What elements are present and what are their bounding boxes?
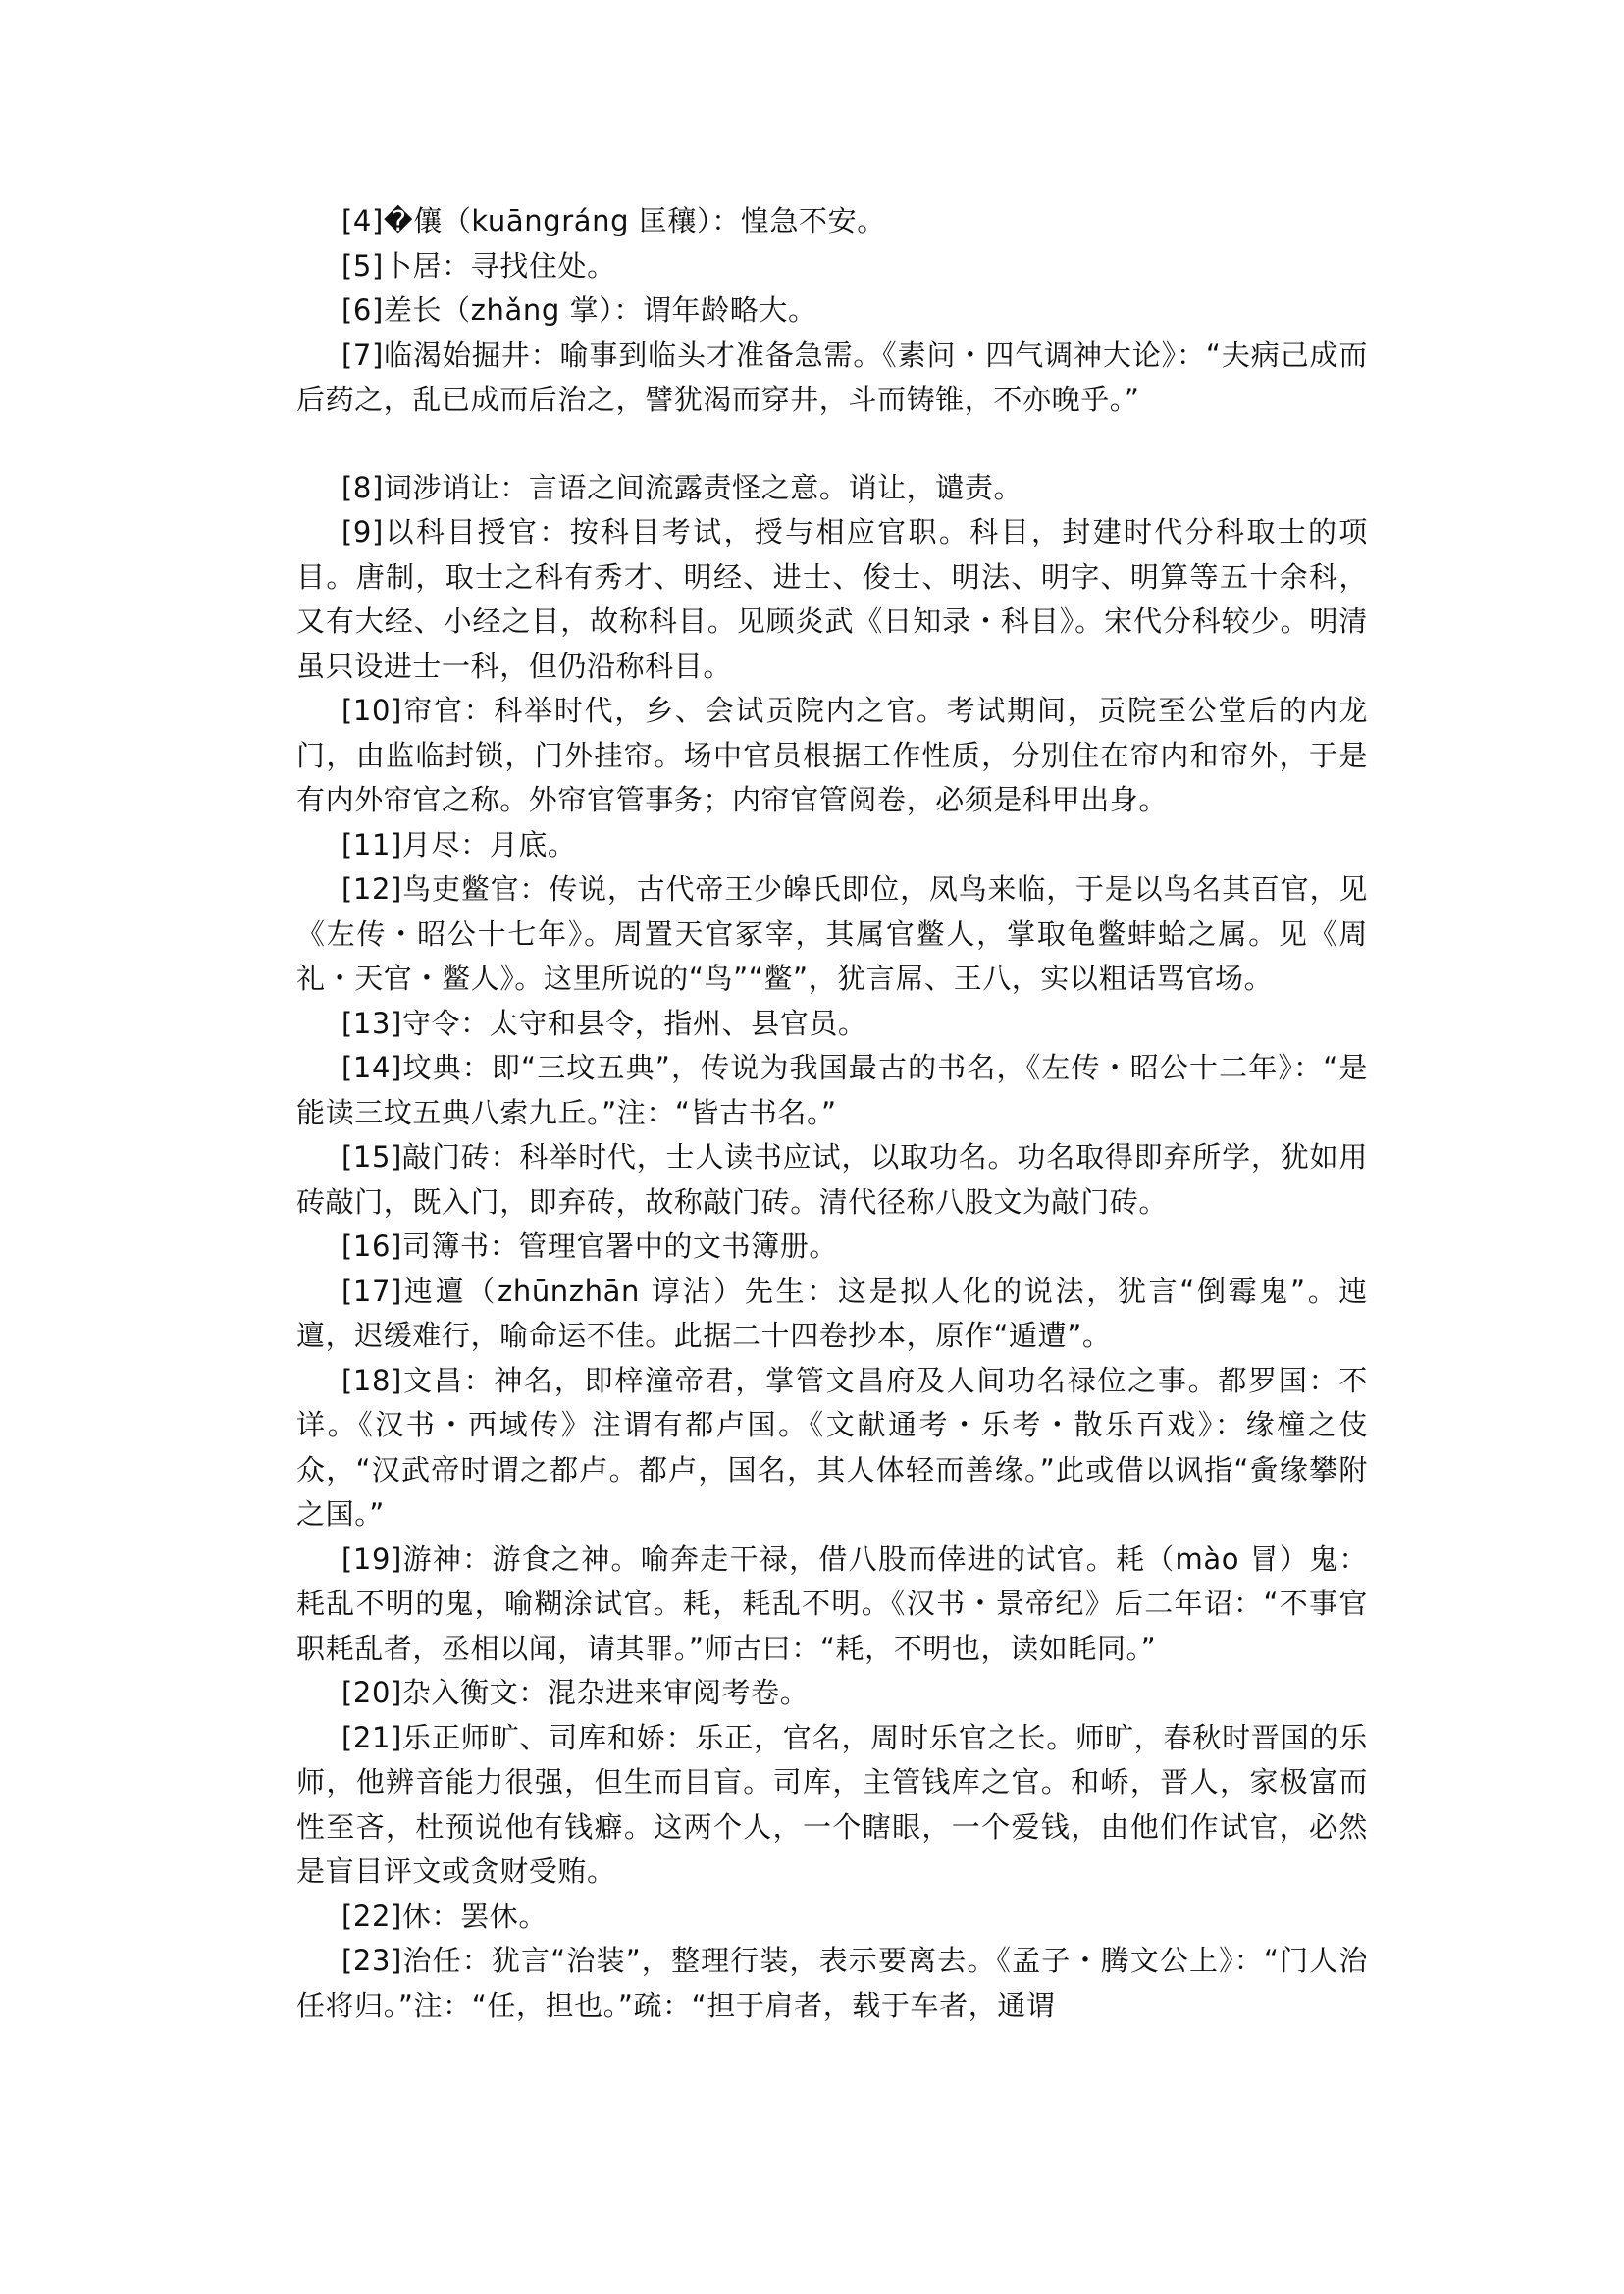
annotation-note-7: [7]临渴始掘井：喻事到临头才准备急需。《素问・四气调神大论》：“夫病己成而后药之，乱已成而后治之，譬犹渴而穿井，斗而铸锥，不亦晚乎。” — [296, 338, 1368, 416]
annotation-note-21: [21]乐正师旷、司库和娇：乐正，官名，周时乐官之长。师旷，春秋时晋国的乐师，他辨音能力很强，但生而目盲。司库，主管钱库之官。和峤，晋人，家极富而性至吝，杜预说他有钱癖。这两个人，一个瞎眼，一个爱钱，由他们作试官，必然是盲目评文或贪财受贿。 — [296, 1720, 1368, 1888]
annotation-note-4: [4]�儴（kuāngráng 匡穰）：惶急不安。 — [341, 204, 886, 237]
annotation-note-9: [9]以科目授官：按科目考试，授与相应官职。科目，封建时代分科取士的项目。唐制，取士之科有秀才、明经、进士、俊士、明法、明字、明算等五十余科，又有大经、小经之目，故称科目。见顾炎武《日知录・科目》。宋代分科较少。明清虽只设进士一科，但仍沿称科目。 — [296, 515, 1368, 683]
annotation-note-13: [13]守令：太守和县令，指州、县官员。 — [341, 1006, 867, 1040]
annotation-note-11: [11]月尽：月底。 — [341, 827, 577, 861]
annotation-note-14: [14]坟典：即“三坟五典”，传说为我国最古的书名，《左传・昭公十二年》：“是能读三坟五典八索九丘。”注：“皆古书名。” — [296, 1051, 1368, 1129]
annotation-note-20: [20]杂入衡文：混杂进来审阅考卷。 — [341, 1676, 810, 1709]
annotation-note-8: [8]词涉诮让：言语之间流露责怪之意。诮让，谴责。 — [341, 470, 1023, 504]
annotation-note-16: [16]司簿书：管理官署中的文书簿册。 — [341, 1229, 838, 1263]
annotation-note-17: [17]迍邅（zhūnzhān 谆沾）先生：这是拟人化的说法，犹言“倒霉鬼”。迍邅，迟缓难行，喻命运不佳。此据二十四卷抄本，原作“遁遭”。 — [296, 1274, 1368, 1352]
annotation-note-5: [5]卜居：寻找住处。 — [341, 248, 616, 283]
annotation-note-19: [19]游神：游食之神。喻奔走干禄，借八股而倖进的试官。耗（mào 冒）鬼：耗乱不明的鬼，喻糊涂试官。耗，耗乱不明。《汉书・景帝纪》后二年诏：“不事官职耗乱者，丞相以闻，请其罪。”师古曰：“耗，不明也，读如眊同。” — [296, 1541, 1368, 1665]
annotation-note-23: [23]治任：犹言“治装”，整理行装，表示要离去。《孟子・腾文公上》：“门人治任将归。”注：“任，担也。”疏：“担于肩者，载于车者，通谓 — [296, 1944, 1368, 2022]
annotation-note-18: [18]文昌：神名，即梓潼帝君，掌管文昌府及人间功名禄位之事。都罗国：不详。《汉书・西域传》注谓有都卢国。《文献通考・乐考・散乐百戏》：缘橦之伎众，“汉武帝时谓之都卢。都卢，国名，其人体轻而善缘。”此或借以讽指“夤缘攀附之国。” — [296, 1363, 1368, 1531]
annotation-note-12: [12]鸟吏鳖官：传说，古代帝王少皞氏即位，凤鸟来临，于是以鸟名其百官，见《左传・昭公十七年》。周置天官冢宰，其属官鳖人，掌取龟鳖蚌蛤之属。见《周礼・天官・鳖人》。这里所说的“鸟”“鳖”，犹言屌、王八，实以粗话骂官场。 — [296, 872, 1368, 995]
annotation-note-22: [22]休：罢休。 — [341, 1899, 548, 1933]
annotation-note-10: [10]帘官：科举时代，乡、会试贡院内之官。考试期间，贡院至公堂后的内龙门，由监临封锁，门外挂帘。场中官员根据工作性质，分别住在帘内和帘外，于是有内外帘官之称。外帘官管事务；内帘官管阅卷，必须是科甲出身。 — [296, 694, 1368, 816]
annotation-list — [296, 199, 1368, 2028]
annotation-note-6: [6]差长（zhǎng 掌）：谓年龄略大。 — [341, 293, 817, 327]
annotation-note-15: [15]敲门砖：科举时代，士人读书应试，以取功名。功名取得即弃所学，犹如用砖敲门，既入门，即弃砖，故称敲门砖。清代径称八股文为敲门砖。 — [296, 1140, 1368, 1219]
